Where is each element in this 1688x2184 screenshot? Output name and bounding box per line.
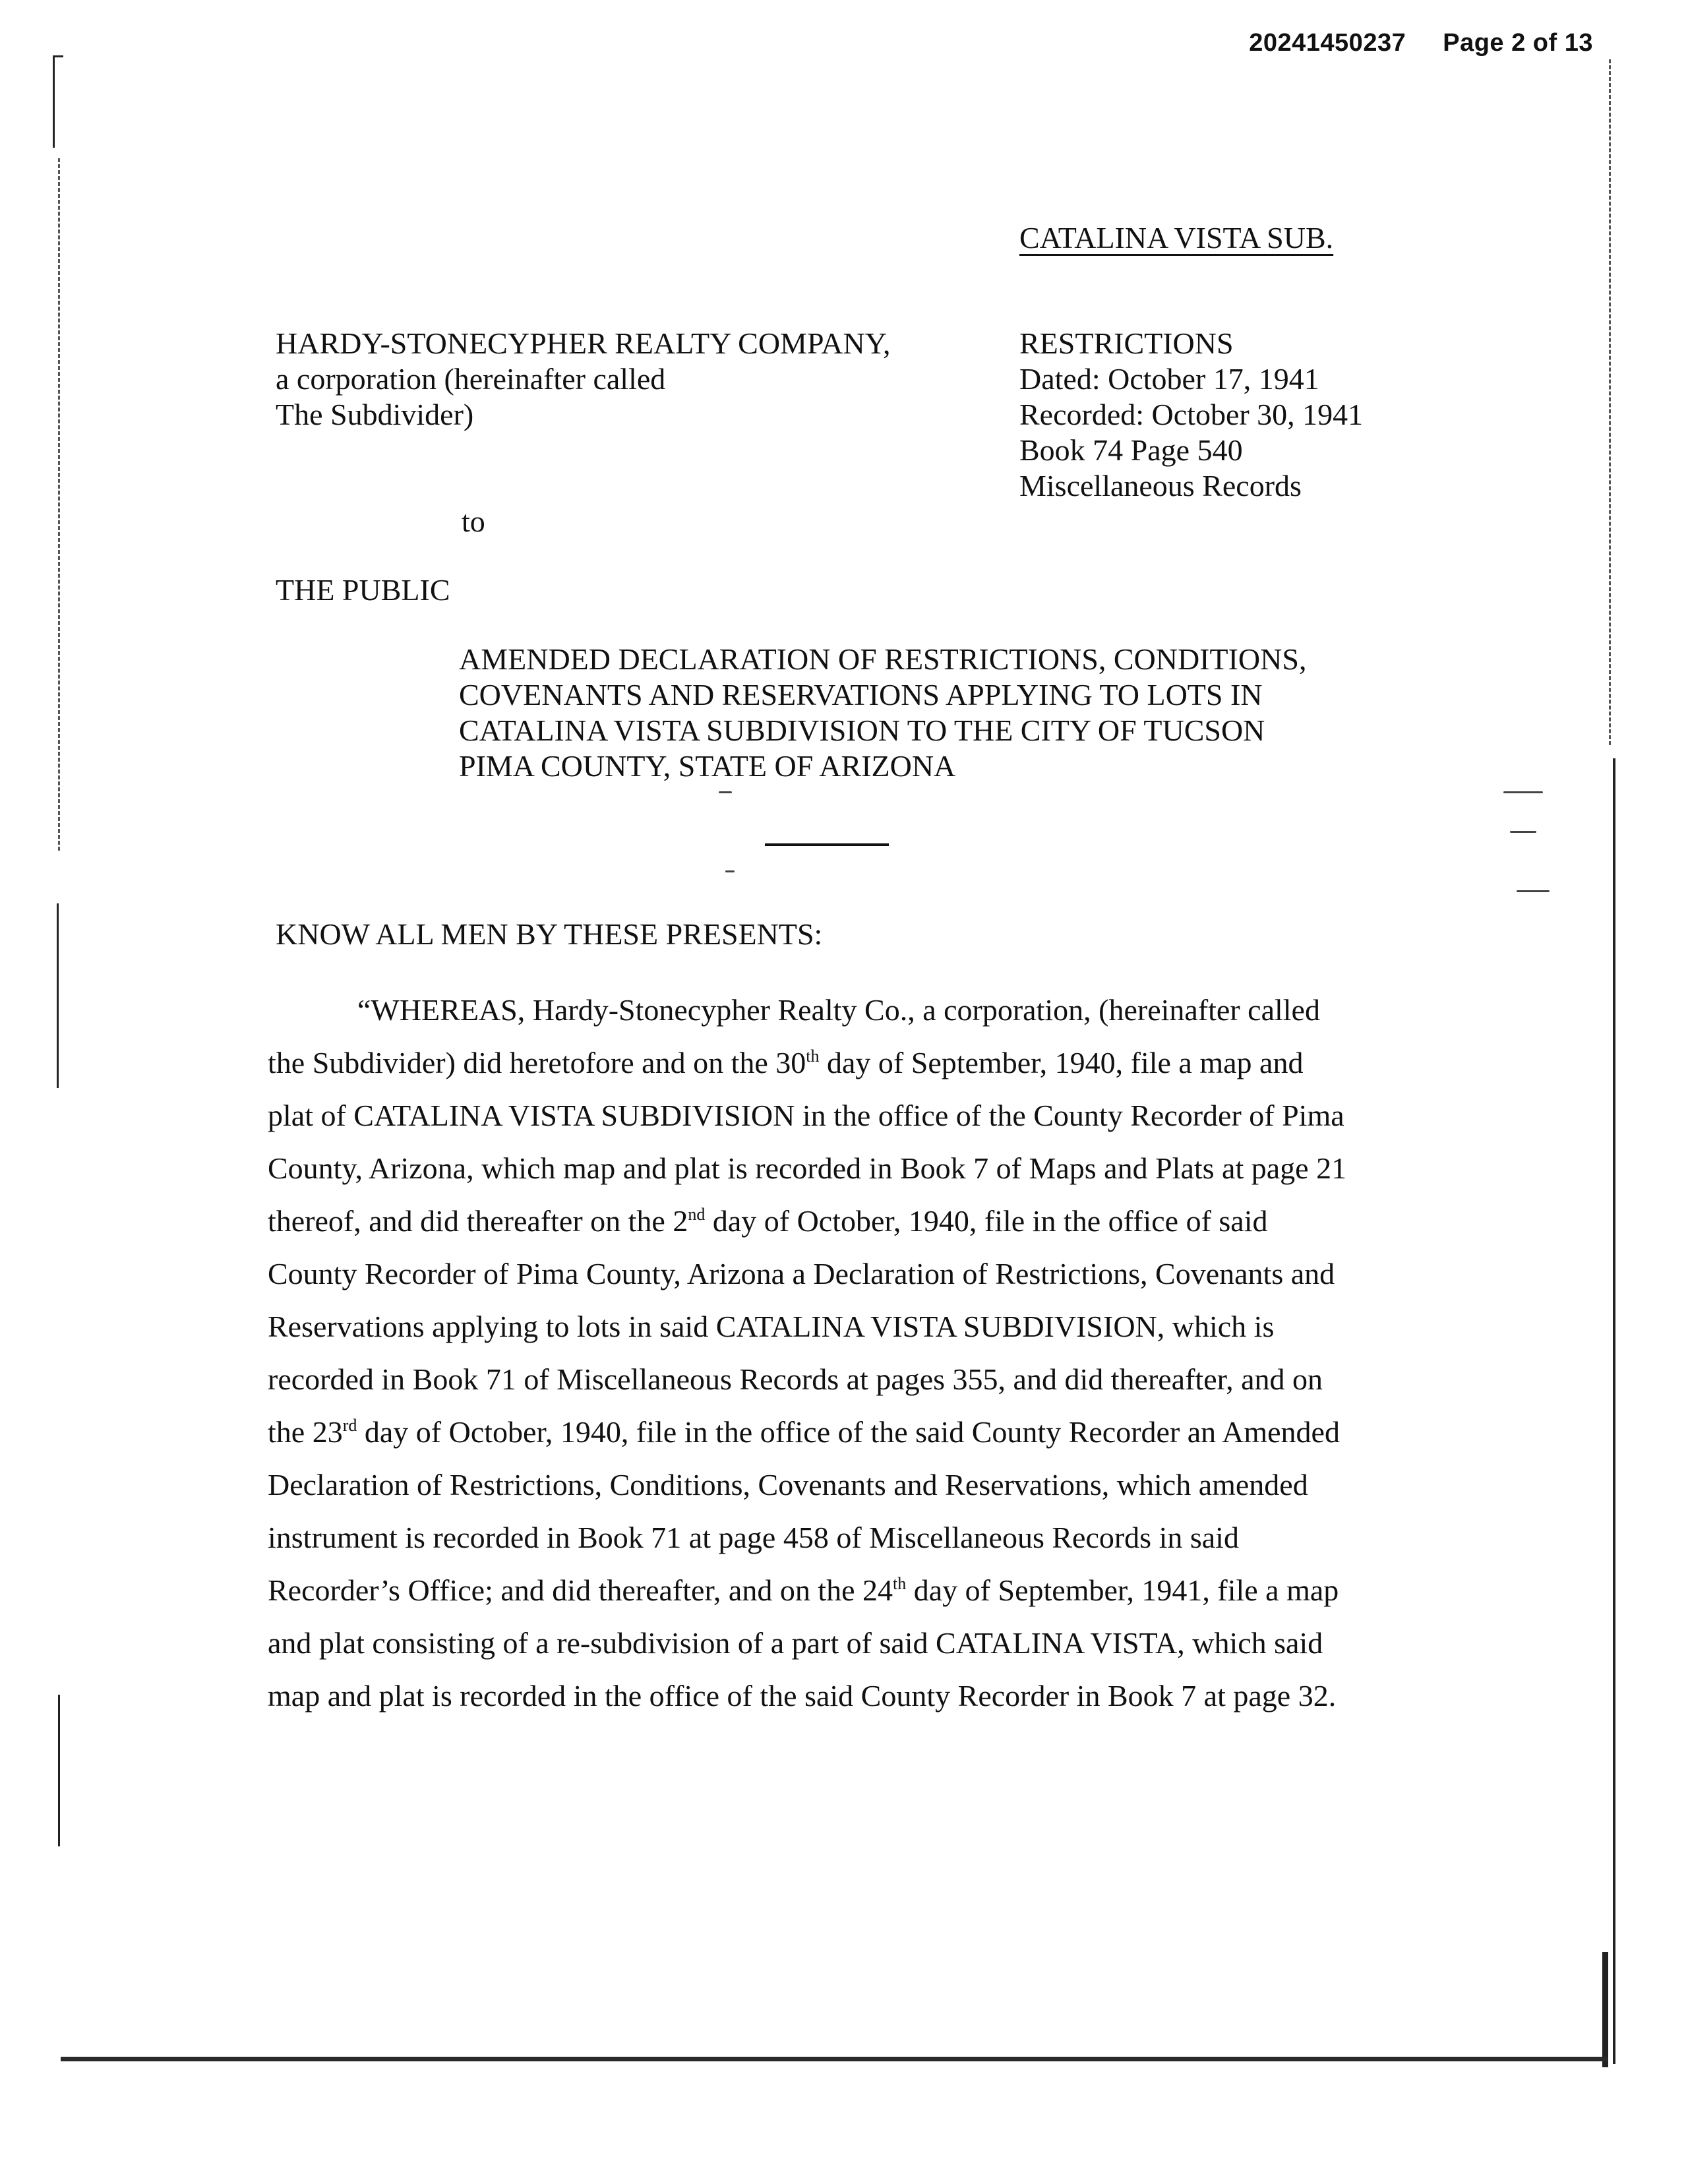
records-line: Miscellaneous Records [1019,469,1302,502]
dated-line: Dated: October 17, 1941 [1019,362,1319,396]
scan-speck [1503,791,1543,793]
declaration-title-line: CATALINA VISTA SUBDIVISION TO THE CITY OF TUCSON [459,713,1265,747]
grantor-name: HARDY-STONECYPHER REALTY COMPANY, [276,326,891,360]
record-number: 20241450237 [1249,29,1406,57]
scan-edge-right-heavy [1602,1952,1608,2067]
book-page-line: Book 74 Page 540 [1019,433,1243,467]
recital-paragraph [268,984,1389,1722]
page-indicator: Page 2 of 13 [1443,29,1593,57]
recital-line: “WHEREAS, Hardy-Stonecypher Realty Co., a corporation, (hereinafter called [357,993,1320,1027]
scan-speck [725,870,735,872]
scan-bottom-edge [61,2057,1608,2061]
scan-edge-left-dashes [58,158,60,851]
declaration-title [459,642,1306,784]
grantor-block [276,326,891,433]
scan-speck [719,791,732,793]
grantor-description-cont: The Subdivider) [276,398,474,431]
scan-edge-right-bar [1613,758,1615,2064]
record-header [1249,29,1593,57]
declaration-title-line: AMENDED DECLARATION OF RESTRICTIONS, CONDITIONS, [459,642,1307,676]
recital-line: and plat consisting of a re-subdivision of a part of said CATALINA VISTA, which said [268,1626,1323,1660]
declaration-title-line: COVENANTS AND RESERVATIONS APPLYING TO LOTS IN [459,678,1263,712]
recital-line: Declaration of Restrictions, Conditions, Covenants and Reservations, which amended [268,1468,1308,1502]
grantor-description: a corporation (hereinafter called [276,362,666,396]
recital-line: County Recorder of Pima County, Arizona a Declaration of Restrictions, Covenants and [268,1257,1335,1290]
scan-speck [1510,831,1536,833]
recital-line: instrument is recorded in Book 71 at page 458 of Miscellaneous Records in said [268,1521,1239,1554]
scan-edge-left-mark [53,55,55,148]
scan-edge-left-mark-top [53,55,63,57]
recital-line: the 23rd day of October, 1940, file in the office of the said County Recorder an Amended [268,1415,1340,1449]
recital-line: thereof, and did thereafter on the 2nd day of October, 1940, file in the office of said [268,1204,1268,1238]
restrictions-heading: RESTRICTIONS [1019,326,1234,360]
title-divider [765,843,889,846]
recital-line: the Subdivider) did heretofore and on the 30th day of September, 1940, file a map and [268,1046,1304,1079]
recital-line: recorded in Book 71 of Miscellaneous Records at pages 355, and did thereafter, and on [268,1362,1323,1396]
scan-edge-left-bar [57,903,59,1088]
recital-line: map and plat is recorded in the office of the said County Recorder in Book 7 at page 32. [268,1679,1337,1713]
scan-edge-left-bar-lower [58,1695,60,1846]
recorded-line: Recorded: October 30, 1941 [1019,398,1364,431]
restrictions-block [1019,326,1363,504]
preamble: KNOW ALL MEN BY THESE PRESENTS: [276,917,823,951]
document-tag: CATALINA VISTA SUB. [1019,221,1334,255]
scan-edge-right-dashes [1609,59,1611,745]
to-label: to [462,504,485,538]
scan-speck [1517,890,1550,892]
recital-line: Recorder’s Office; and did thereafter, and on the 24th day of September, 1941, file a map [268,1573,1339,1607]
recital-line: plat of CATALINA VISTA SUBDIVISION in the office of the County Recorder of Pima [268,1099,1344,1132]
grantee-label: THE PUBLIC [276,573,450,607]
declaration-title-line: PIMA COUNTY, STATE OF ARIZONA [459,749,956,783]
recital-line: County, Arizona, which map and plat is recorded in Book 7 of Maps and Plats at page 21 [268,1151,1347,1185]
recital-line: Reservations applying to lots in said CATALINA VISTA SUBDIVISION, which is [268,1310,1275,1343]
